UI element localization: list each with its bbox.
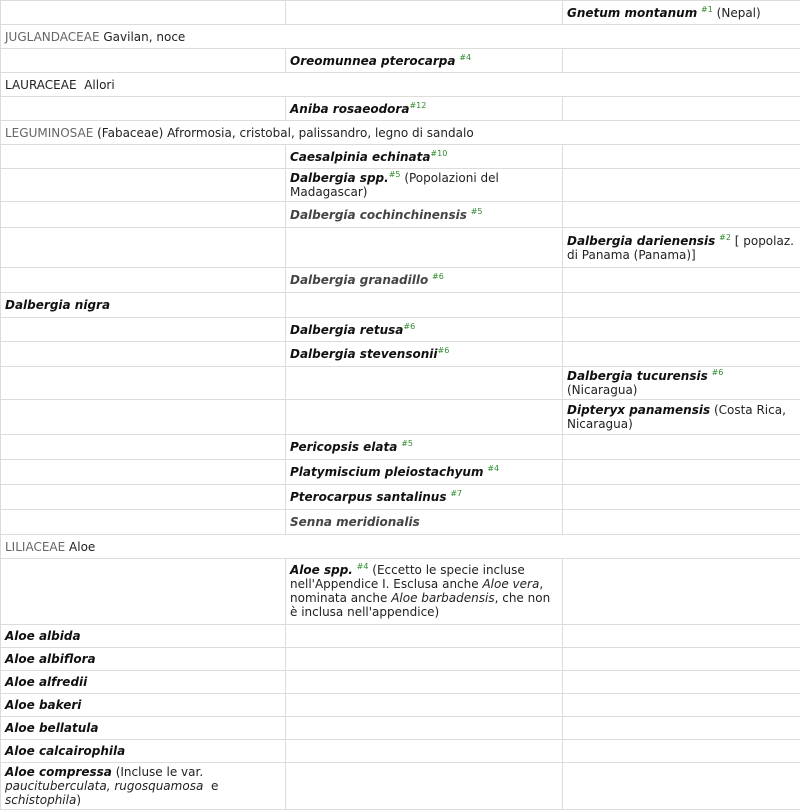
species-qualifier: (Incluse le var. (116, 765, 203, 779)
appendix-i-cell (1, 202, 286, 228)
species-name: Pericopsis elata (290, 440, 397, 454)
appendix-ii-cell (286, 49, 563, 73)
appendix-iii-cell (563, 740, 800, 763)
species-name: Oreomunnea pterocarpa (290, 54, 456, 68)
table-row (1, 485, 800, 510)
species-qualifier: (Nepal) (717, 6, 761, 20)
appendix-ii-cell (286, 625, 563, 648)
annotation-note: #4 (459, 53, 471, 62)
species-qualifier: [ popolaz. di Panama (Panama)] (567, 234, 794, 262)
species-name: Dalbergia spp. (290, 171, 389, 185)
annotation-note: #10 (430, 149, 447, 158)
family-name: LAURACEAE (5, 78, 77, 92)
annotation-note: #6 (432, 272, 444, 281)
appendix-ii-cell (286, 367, 563, 400)
appendix-i-cell (1, 671, 286, 694)
table-row (1, 202, 800, 228)
species-name: Pterocarpus santalinus (290, 490, 447, 504)
table-row (1, 228, 800, 268)
appendix-i-cell (1, 342, 286, 367)
appendix-iii-cell (563, 202, 800, 228)
species-qualifier: (Popolazioni del Madagascar) (290, 171, 499, 199)
family-common-names: Gavilan, noce (103, 30, 185, 44)
appendix-iii-cell (563, 648, 800, 671)
appendix-ii-cell (286, 559, 563, 625)
appendix-i-cell (1, 97, 286, 121)
appendix-ii-cell (286, 169, 563, 202)
annotation-note: #5 (389, 170, 401, 179)
table-row (1, 510, 800, 535)
annotation-note: #1 (701, 5, 713, 14)
annotation-note: #7 (450, 489, 462, 498)
appendix-iii-cell (563, 671, 800, 694)
appendix-ii-cell (286, 318, 563, 342)
appendix-iii-cell (563, 97, 800, 121)
family-row (1, 25, 800, 49)
family-common-names: (Fabaceae) Afrormosia, cristobal, palissandro, legno di sandalo (97, 126, 474, 140)
appendix-ii-cell (286, 740, 563, 763)
appendix-ii-cell (286, 342, 563, 367)
appendix-ii-cell (286, 1, 563, 25)
synonym-species-name: Aloe barbadensis (391, 591, 494, 605)
appendix-ii-cell (286, 400, 563, 435)
table-row (1, 342, 800, 367)
appendix-i-cell (1, 485, 286, 510)
annotation-note: #5 (471, 207, 483, 216)
appendix-i-cell (1, 367, 286, 400)
species-qualifier: (Costa Rica, Nicaragua) (567, 403, 786, 431)
appendix-i-cell (1, 268, 286, 293)
table-row (1, 763, 800, 810)
appendix-i-cell (1, 400, 286, 435)
annotation-note: #2 (719, 233, 731, 242)
species-name: Dipteryx panamensis (567, 403, 710, 417)
family-cell (1, 121, 800, 145)
appendix-ii-cell (286, 145, 563, 169)
appendix-ii-cell (286, 293, 563, 318)
species-name: Aloe albiflora (5, 652, 96, 666)
appendix-iii-cell (563, 400, 800, 435)
appendix-i-cell (1, 763, 286, 810)
family-name: LILIACEAE (5, 540, 65, 554)
appendix-ii-cell (286, 460, 563, 485)
species-name: Aloe calcairophila (5, 744, 125, 758)
family-name: JUGLANDACEAE (5, 30, 100, 44)
appendix-iii-cell (563, 342, 800, 367)
species-name: Aloe bakeri (5, 698, 81, 712)
appendix-ii-cell (286, 694, 563, 717)
table-row (1, 400, 800, 435)
appendix-i-cell (1, 740, 286, 763)
species-name: Aloe bellatula (5, 721, 99, 735)
species-name: Aloe compressa (5, 765, 112, 779)
species-name: Dalbergia cochinchinensis (290, 208, 467, 222)
appendix-ii-cell (286, 510, 563, 535)
annotation-note: #4 (487, 464, 499, 473)
annotation-note: #12 (409, 101, 426, 110)
species-name: Aloe alfredii (5, 675, 87, 689)
appendix-iii-cell (563, 625, 800, 648)
appendix-i-cell (1, 1, 286, 25)
appendix-iii-cell (563, 367, 800, 400)
species-name: Dalbergia stevensonii (290, 347, 437, 361)
appendix-iii-cell (563, 510, 800, 535)
appendix-iii-cell (563, 1, 800, 25)
appendix-ii-cell (286, 268, 563, 293)
family-common-names: Allori (84, 78, 115, 92)
appendix-ii-cell (286, 485, 563, 510)
appendix-iii-cell (563, 559, 800, 625)
appendix-i-cell (1, 318, 286, 342)
table-row (1, 717, 800, 740)
species-qualifier: ) (76, 793, 81, 807)
family-common-names: Aloe (69, 540, 95, 554)
appendix-ii-cell (286, 648, 563, 671)
species-name: Aloe spp. (290, 563, 353, 577)
species-name: Platymiscium pleiostachyum (290, 465, 483, 479)
annotation-note: #4 (357, 562, 369, 571)
appendix-iii-cell (563, 268, 800, 293)
annotation-note: #6 (403, 322, 415, 331)
appendix-iii-cell (563, 485, 800, 510)
species-qualifier: (Eccetto le specie incluse nell'Appendice I. Esclusa anche (290, 563, 525, 591)
appendix-ii-cell (286, 435, 563, 460)
appendix-i-cell (1, 717, 286, 740)
family-name: LEGUMINOSAE (5, 126, 93, 140)
appendix-i-cell (1, 625, 286, 648)
species-name: Aloe albida (5, 629, 81, 643)
appendix-iii-cell (563, 435, 800, 460)
appendix-ii-cell (286, 671, 563, 694)
species-name: Dalbergia tucurensis (567, 369, 708, 383)
appendix-iii-cell (563, 460, 800, 485)
table-row (1, 293, 800, 318)
table-row (1, 559, 800, 625)
species-qualifier: (Nicaragua) (567, 383, 638, 397)
variety-names: schistophila (5, 793, 76, 807)
appendix-iii-cell (563, 228, 800, 268)
table-row (1, 435, 800, 460)
appendix-iii-cell (563, 318, 800, 342)
species-name: Dalbergia granadillo (290, 273, 428, 287)
table-row (1, 268, 800, 293)
appendix-ii-cell (286, 717, 563, 740)
table-row (1, 1, 800, 25)
family-cell (1, 25, 800, 49)
annotation-note: #5 (401, 439, 413, 448)
appendix-iii-cell (563, 293, 800, 318)
species-qualifier: e (211, 779, 218, 793)
appendix-iii-cell (563, 763, 800, 810)
family-cell (1, 535, 800, 559)
table-row (1, 671, 800, 694)
appendix-i-cell (1, 293, 286, 318)
appendix-iii-cell (563, 717, 800, 740)
excluded-species-name: Aloe vera (482, 577, 539, 591)
annotation-note: #6 (712, 368, 724, 377)
species-name: Aniba rosaeodora (290, 102, 409, 116)
appendix-iii-cell (563, 49, 800, 73)
table-row (1, 97, 800, 121)
table-row (1, 648, 800, 671)
appendix-ii-cell (286, 763, 563, 810)
appendix-i-cell (1, 145, 286, 169)
appendix-i-cell (1, 49, 286, 73)
table-row (1, 740, 800, 763)
family-cell (1, 73, 800, 97)
appendix-ii-cell (286, 228, 563, 268)
table-row (1, 460, 800, 485)
appendix-iii-cell (563, 169, 800, 202)
appendix-i-cell (1, 169, 286, 202)
family-row (1, 535, 800, 559)
appendix-ii-cell (286, 202, 563, 228)
appendix-i-cell (1, 228, 286, 268)
appendix-i-cell (1, 460, 286, 485)
species-name: Dalbergia retusa (290, 323, 403, 337)
annotation-note: #6 (437, 346, 449, 355)
species-qualifier: , che non è inclusa nell'appendice) (290, 591, 550, 619)
table-row (1, 49, 800, 73)
table-row (1, 318, 800, 342)
species-name: Senna meridionalis (290, 515, 420, 529)
appendix-i-cell (1, 435, 286, 460)
species-name: Dalbergia darienensis (567, 234, 715, 248)
appendix-i-cell (1, 510, 286, 535)
species-qualifier: , nominata anche (290, 577, 543, 605)
appendix-iii-cell (563, 145, 800, 169)
species-name: Dalbergia nigra (5, 298, 110, 312)
table-row (1, 625, 800, 648)
table-row (1, 145, 800, 169)
appendix-iii-cell (563, 694, 800, 717)
table-row (1, 367, 800, 400)
appendix-ii-cell (286, 97, 563, 121)
species-name: Caesalpinia echinata (290, 150, 430, 164)
table-row (1, 169, 800, 202)
table-row (1, 694, 800, 717)
appendix-i-cell (1, 559, 286, 625)
species-name: Gnetum montanum (567, 6, 697, 20)
family-row (1, 73, 800, 97)
variety-names: paucituberculata, rugosquamosa (5, 779, 203, 793)
appendix-i-cell (1, 648, 286, 671)
appendix-i-cell (1, 694, 286, 717)
family-row (1, 121, 800, 145)
